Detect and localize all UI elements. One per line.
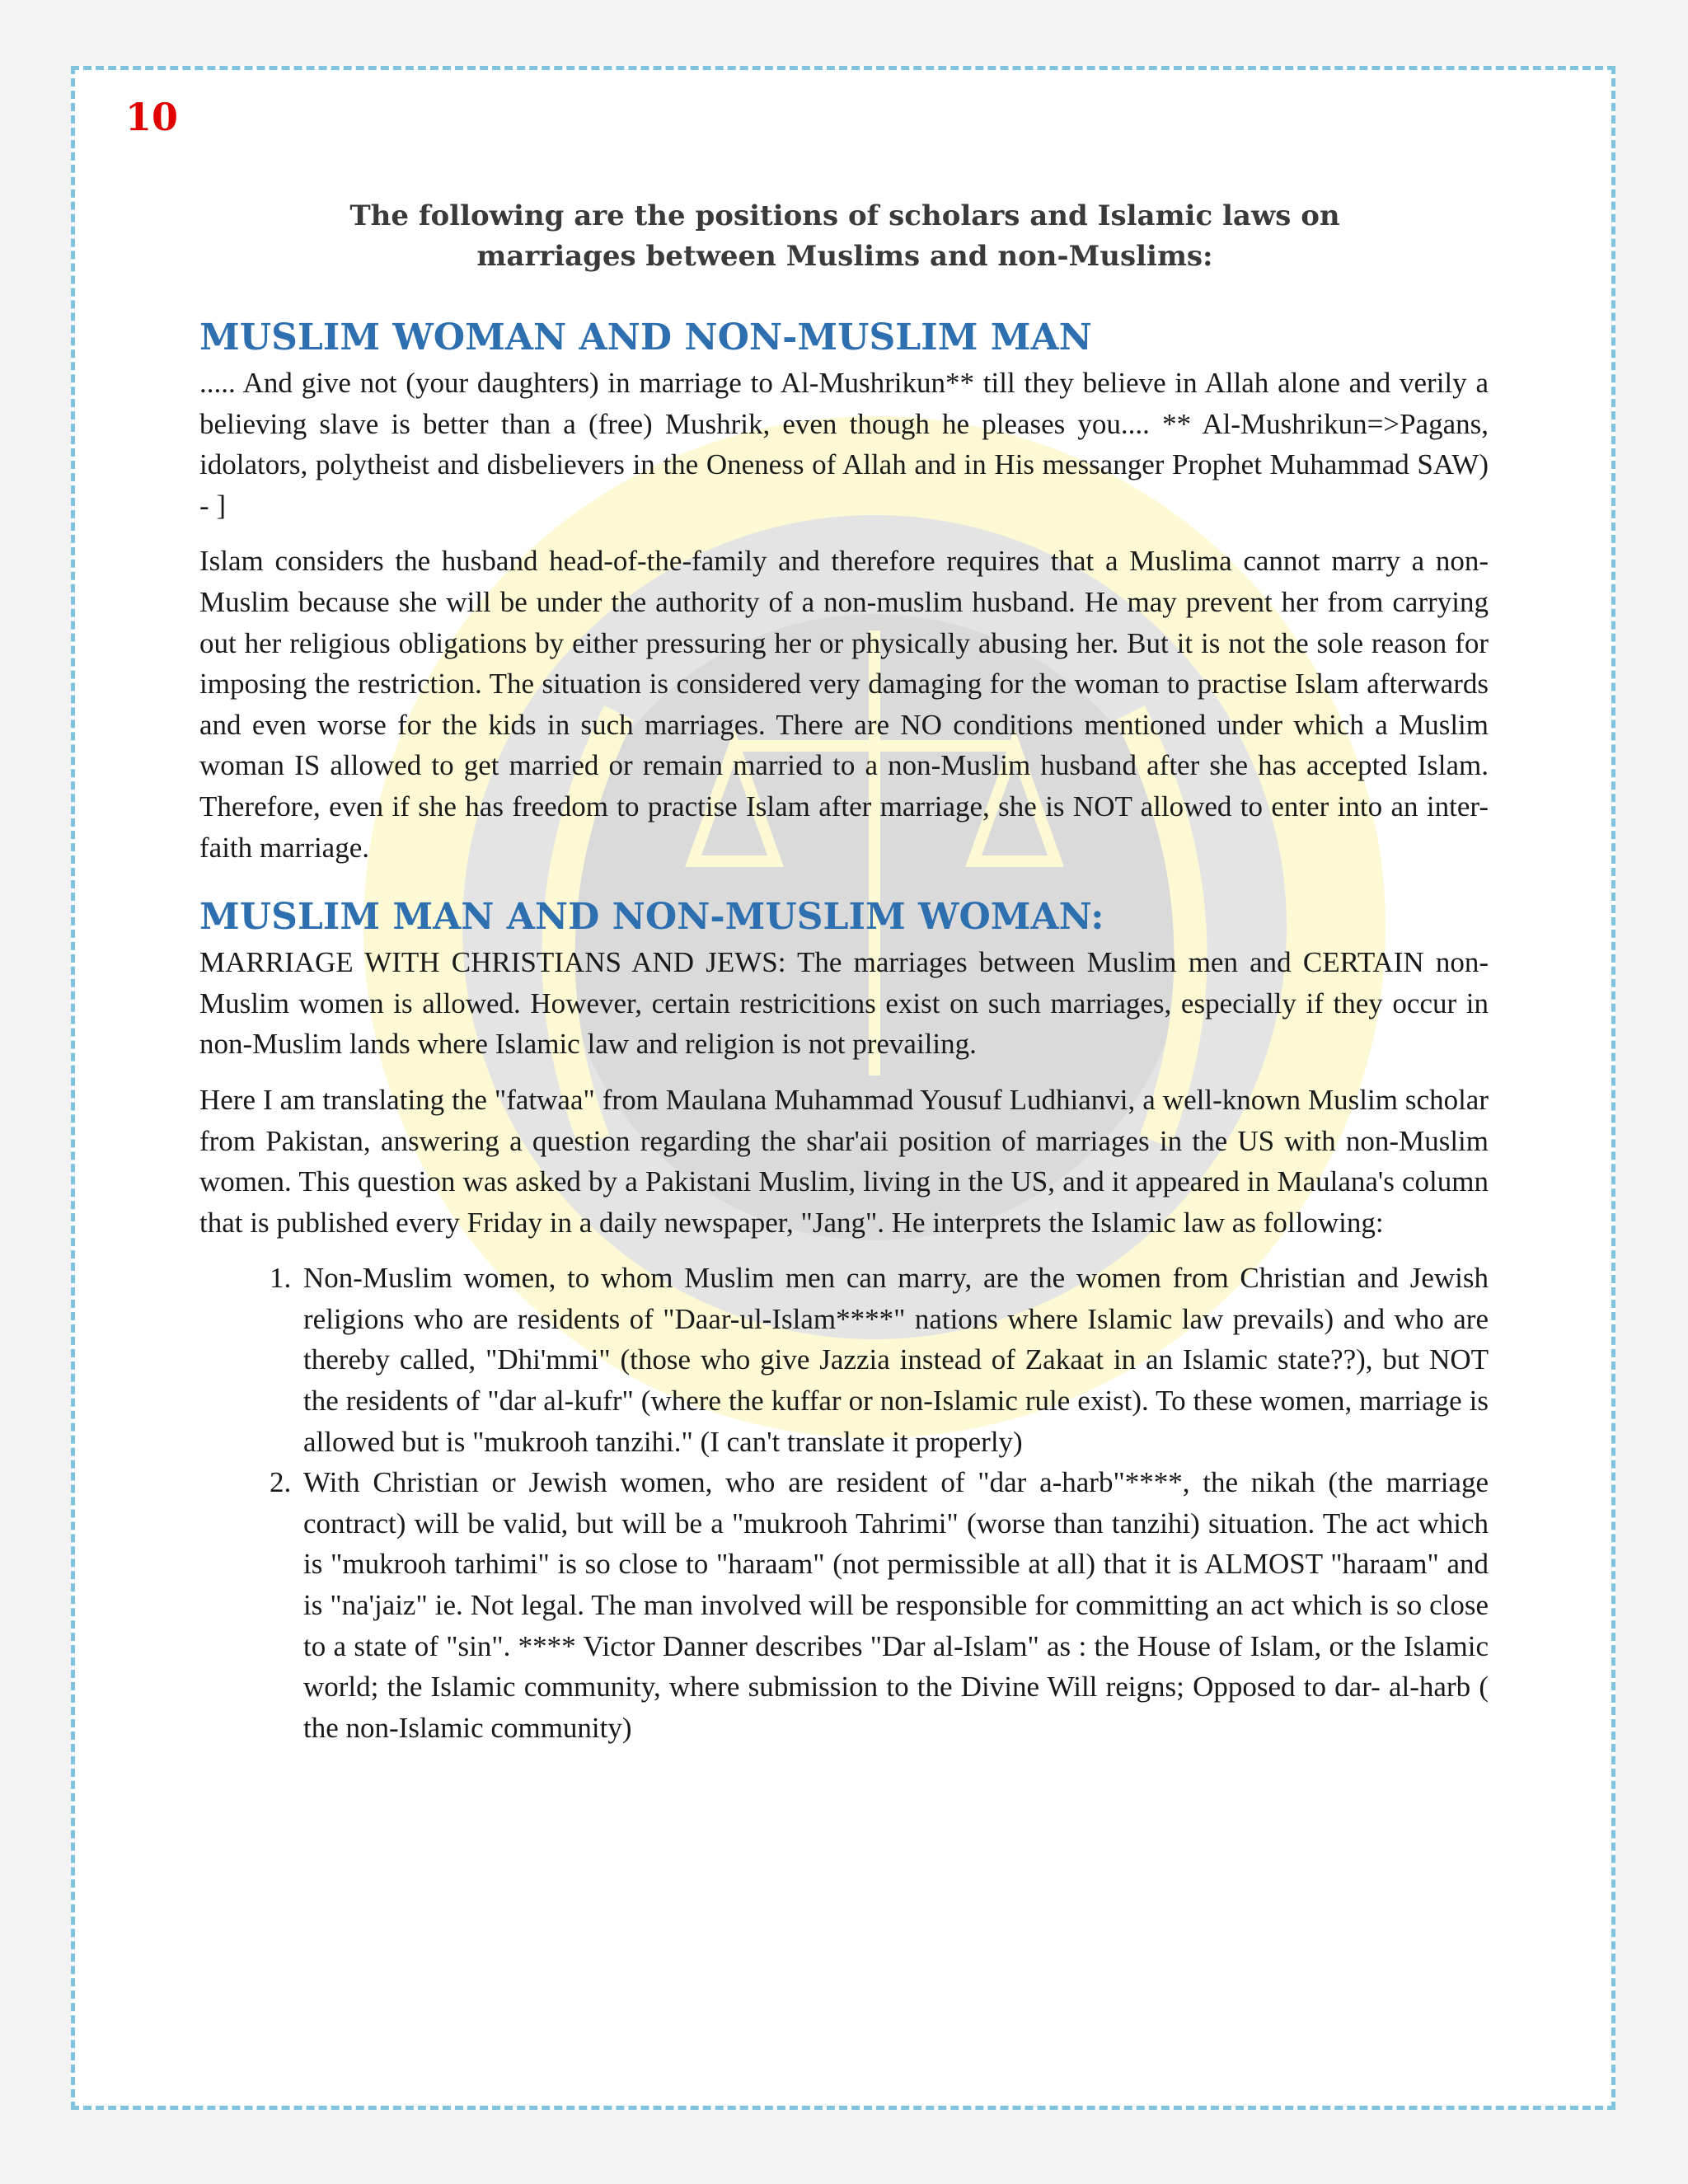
- list-item: 1. Non-Muslim women, to whom Muslim men can marry, are the women from Christian and Jewish religions who are residents of "Daar-ul-Islam****" nations where Islamic law prevails) and who are thereby called, "Dhi'mmi" (those who give Jazzia instead of Zakaat in an Islamic state??), but NOT the residents of "dar al-kufr" (where the kuffar or non-Islamic rule exist). To these women, marriage is allowed but is "mukrooh tanzihi." (I can't translate it properly): [298, 1258, 1489, 1462]
- main-content: [199, 313, 1489, 1748]
- page-number: 10: [125, 95, 179, 139]
- list-item: 2. With Christian or Jewish women, who are resident of "dar a-harb"****, the nikah (the marriage contract) will be valid, but will be a "mukrooh Tahrimi" (worse than tanzihi) situation. The act which is "mukrooh tarhimi" is so close to "haraam" (not permissible at all) that it is ALMOST "haraam" and is "na'jaiz" ie. Not legal. The man involved will be responsible for committing an act which is so close to a state of "sin". **** Victor Danner describes "Dar al-Islam" as : the House of Islam, or the Islamic world; the Islamic community, where submission to the Divine Will reigns; Opposed to dar- al-harb ( the non-Islamic community): [298, 1462, 1489, 1748]
- fatwaa-paragraph: Here I am translating the "fatwaa" from Maulana Muhammad Yousuf Ludhianvi, a well-known Muslim scholar from Pakistan, answering a question regarding the shar'aii position of marriages in the US with non-Muslim women. This question was asked by a Pakistani Muslim, living in the US, and it appeared in Maulana's column that is published every Friday in a daily newspaper, "Jang". He interprets the Islamic law as following:: [199, 1083, 1489, 1239]
- intro-line-1: The following are the positions of scholars and Islamic laws on: [349, 199, 1340, 232]
- rulings-list: [199, 1258, 1489, 1748]
- husband-head-paragraph: Islam considers the husband head-of-the-family and therefore requires that a Muslima cannot marry a non-Muslim because she will be under the authority of a non-muslim husband. He may prevent her from carrying out her religious obligations by either pressuring her or physically abusing her. But it is not the sole reason for imposing the restriction. The situation is considered very damaging for the woman to practise Islam afterwards and even worse for the kids in such marriages. There are NO conditions mentioned under which a Muslim woman IS allowed to get married or remain married to a non-Muslim husband after she has accepted Islam. Therefore, even if she has freedom to practise Islam after marriage, she is NOT allowed to enter into an inter-faith marriage.: [199, 545, 1489, 864]
- section-heading-muslim-woman: MUSLIM WOMAN AND NON-MUSLIM MAN: [199, 316, 1092, 359]
- intro-line-2: marriages between Muslims and non-Muslims:: [476, 240, 1213, 273]
- quran-quote-paragraph: ..... And give not (your daughters) in marriage to Al-Mushrikun** till they believe in Allah alone and verily a believing slave is better than a (free) Mushrik, even though he pleases you.... ** Al-Mushrikun=>Pagans, idolators, polytheist and disbelievers in the Oneness of Allah and in His messanger Prophet Muhammad SAW) - ]: [199, 367, 1489, 522]
- section-heading-muslim-man: MUSLIM MAN AND NON-MUSLIM WOMAN:: [199, 896, 1104, 939]
- intro-heading: [206, 196, 1484, 277]
- christians-jews-paragraph: MARRIAGE WITH CHRISTIANS AND JEWS: The marriages between Muslim men and CERTAIN non-Muslim women is allowed. However, certain restricitions exist on such marriages, especially if they occur in non-Muslim lands where Islamic law and religion is not prevailing.: [199, 946, 1489, 1061]
